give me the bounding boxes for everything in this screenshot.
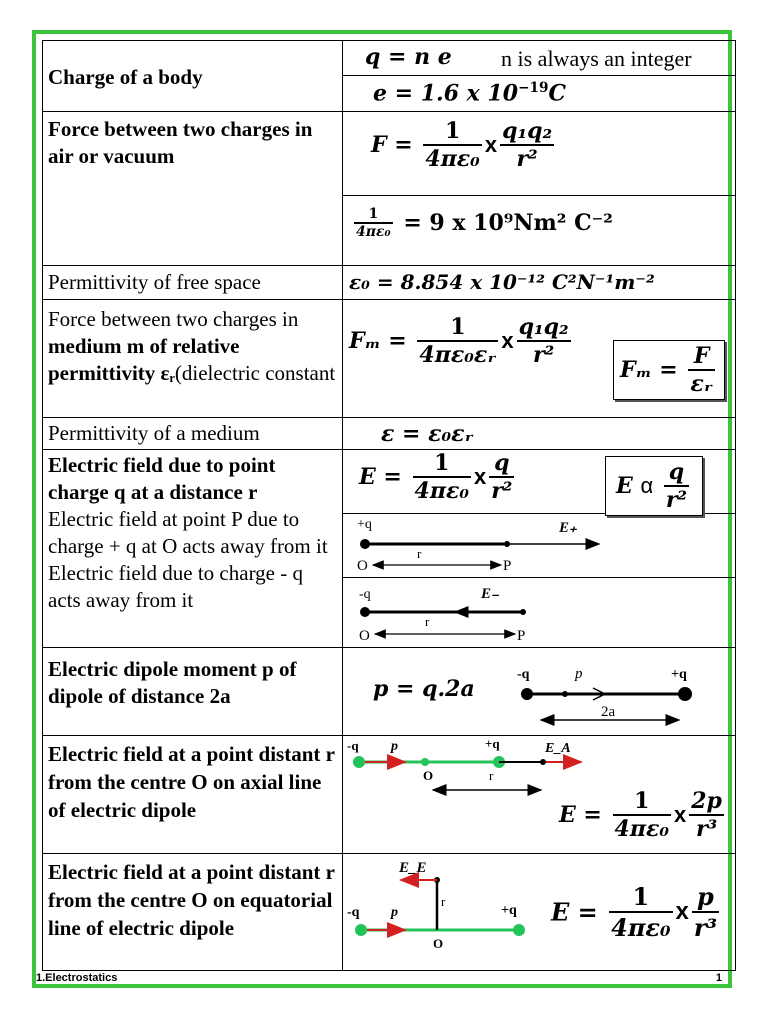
negative-field-label: E₋ [481, 586, 499, 602]
equatorial-dipole-diagram [343, 854, 543, 964]
permittivity-free-formula: ε₀ = 8.854 x 10⁻¹² C²N⁻¹m⁻² [349, 270, 655, 294]
dipole-diagram [503, 648, 735, 736]
positive-field-diagram [343, 514, 735, 577]
dipole-moment-formula: p = q.2a [373, 676, 475, 702]
row-dipole-moment [43, 648, 736, 736]
force-medium-formula: Fₘ = $\frac{1}{\text{4πε₀εᵣ}}$ x $\frac{\text{q₁q₂}}{\text{r²}}$ [349, 314, 569, 368]
origin-label: O [359, 628, 370, 644]
chapter-name: 1.Electrostatics [36, 972, 118, 984]
axial-negative-label: -q [347, 738, 359, 753]
equatorial-field-label: Electric field at a point distant r from the centre O on equatorial line of electric dipole [48, 860, 335, 940]
dipole-positive-label: +q [671, 667, 687, 682]
axial-field-symbol: E_A [545, 741, 571, 756]
origin-label: O [357, 558, 368, 574]
positive-charge-label: +q [357, 517, 372, 532]
row-force-medium [43, 300, 736, 418]
positive-charge-dot [678, 687, 692, 701]
field-point-dot [540, 759, 546, 765]
distance-label: r [425, 614, 430, 629]
force-medium-label: Force between two charges in medium m of relative permittivity εᵣ(dielectric constant [48, 307, 336, 385]
row-charge [43, 41, 736, 112]
row-field-point [43, 450, 736, 648]
proportionality-box: E α $\frac{q}{\text{r²}}$ [605, 456, 703, 516]
elementary-charge-formula: e = 1.6 x $10^{-19}C$ [373, 80, 566, 107]
center-label: O [433, 936, 444, 951]
permittivity-medium-label: Permittivity of a medium [48, 421, 260, 445]
negative-charge-dot [355, 924, 367, 936]
center-dot [562, 691, 568, 697]
axial-positive-label: +q [485, 736, 500, 751]
formula-table [42, 40, 736, 971]
separation-label: 2a [601, 704, 616, 720]
coulomb-law-formula: F = $\frac{1}{\text{4πε₀}}$ x $\frac{\text{q₁q₂}}{\text{r²}}$ [371, 118, 553, 172]
force-air-label: Force between two charges in air or vacuum [48, 117, 313, 168]
integer-note: n is always an integer [501, 46, 692, 71]
field-negative-description: Electric field due to charge - q acts away from it [48, 561, 303, 612]
permittivity-medium-formula: ε = ε₀εᵣ [381, 421, 474, 447]
permittivity-free-label: Permittivity of free space [48, 270, 261, 294]
equatorial-field-formula: E = $\frac{1}{\text{4πε₀}}$ x $\frac{p}{\text{r³}}$ [551, 882, 718, 942]
axial-field-label: Electric field at a point distant r from the centre O on axial line of electric dipole [48, 742, 335, 822]
axial-moment-label: p⃗ [391, 739, 409, 754]
negative-charge-label: -q [359, 587, 371, 602]
equatorial-positive-label: +q [501, 903, 517, 918]
page-number: 1 [715, 972, 722, 984]
negative-field-diagram [343, 578, 735, 647]
dipole-moment-label: Electric dipole moment p of dipole of distance 2a [48, 657, 297, 708]
equatorial-negative-label: -q [347, 905, 360, 920]
row-axial-field [43, 736, 736, 854]
point-p-label: P [503, 558, 512, 574]
charge-formula: q = n e [365, 44, 452, 70]
dipole-moment-vector-label: p⃗ [575, 666, 595, 682]
field-point-label: Electric field due to point charge q at a distance r [48, 453, 276, 504]
field-positive-description: Electric field at point P due to charge + q at O acts away from it [48, 507, 328, 558]
negative-charge-dot [353, 756, 365, 768]
center-dot [421, 758, 429, 766]
row-permittivity-medium [43, 418, 736, 450]
axial-distance-label: r [489, 768, 494, 783]
row-permittivity-free [43, 266, 736, 300]
distance-label: r [417, 546, 422, 561]
equatorial-distance-label: r [441, 894, 446, 909]
row-equatorial-field [43, 854, 736, 971]
page-footer [36, 972, 722, 984]
equatorial-moment-label: p⃗ [391, 905, 409, 920]
formula-sheet [42, 40, 724, 968]
row-force-air [43, 112, 736, 266]
point-field-formula: E = $\frac{1}{\text{4πε₀}}$ x $\frac{q}{\text{r²}}$ [359, 450, 513, 504]
dipole-negative-label: -q [517, 667, 530, 682]
charge-label: Charge of a body [48, 64, 203, 89]
positive-charge-dot [513, 924, 525, 936]
center-label: O [423, 768, 434, 783]
axial-field-formula: E = $\frac{1}{\text{4πε₀}}$ x $\frac{2p}{\text{r³}}$ [559, 788, 722, 842]
equatorial-field-symbol: E_E [399, 860, 427, 876]
positive-field-label: E₊ [559, 520, 577, 536]
point-p-label: P [517, 628, 526, 644]
force-medium-ratio-box: Fₘ = $\frac{F}{\text{εᵣ}}$ [613, 340, 725, 400]
coulomb-constant-formula: $\frac{1}{\text{4πε₀}}$ = 9 x 10⁹Nm² C⁻² [356, 206, 613, 240]
